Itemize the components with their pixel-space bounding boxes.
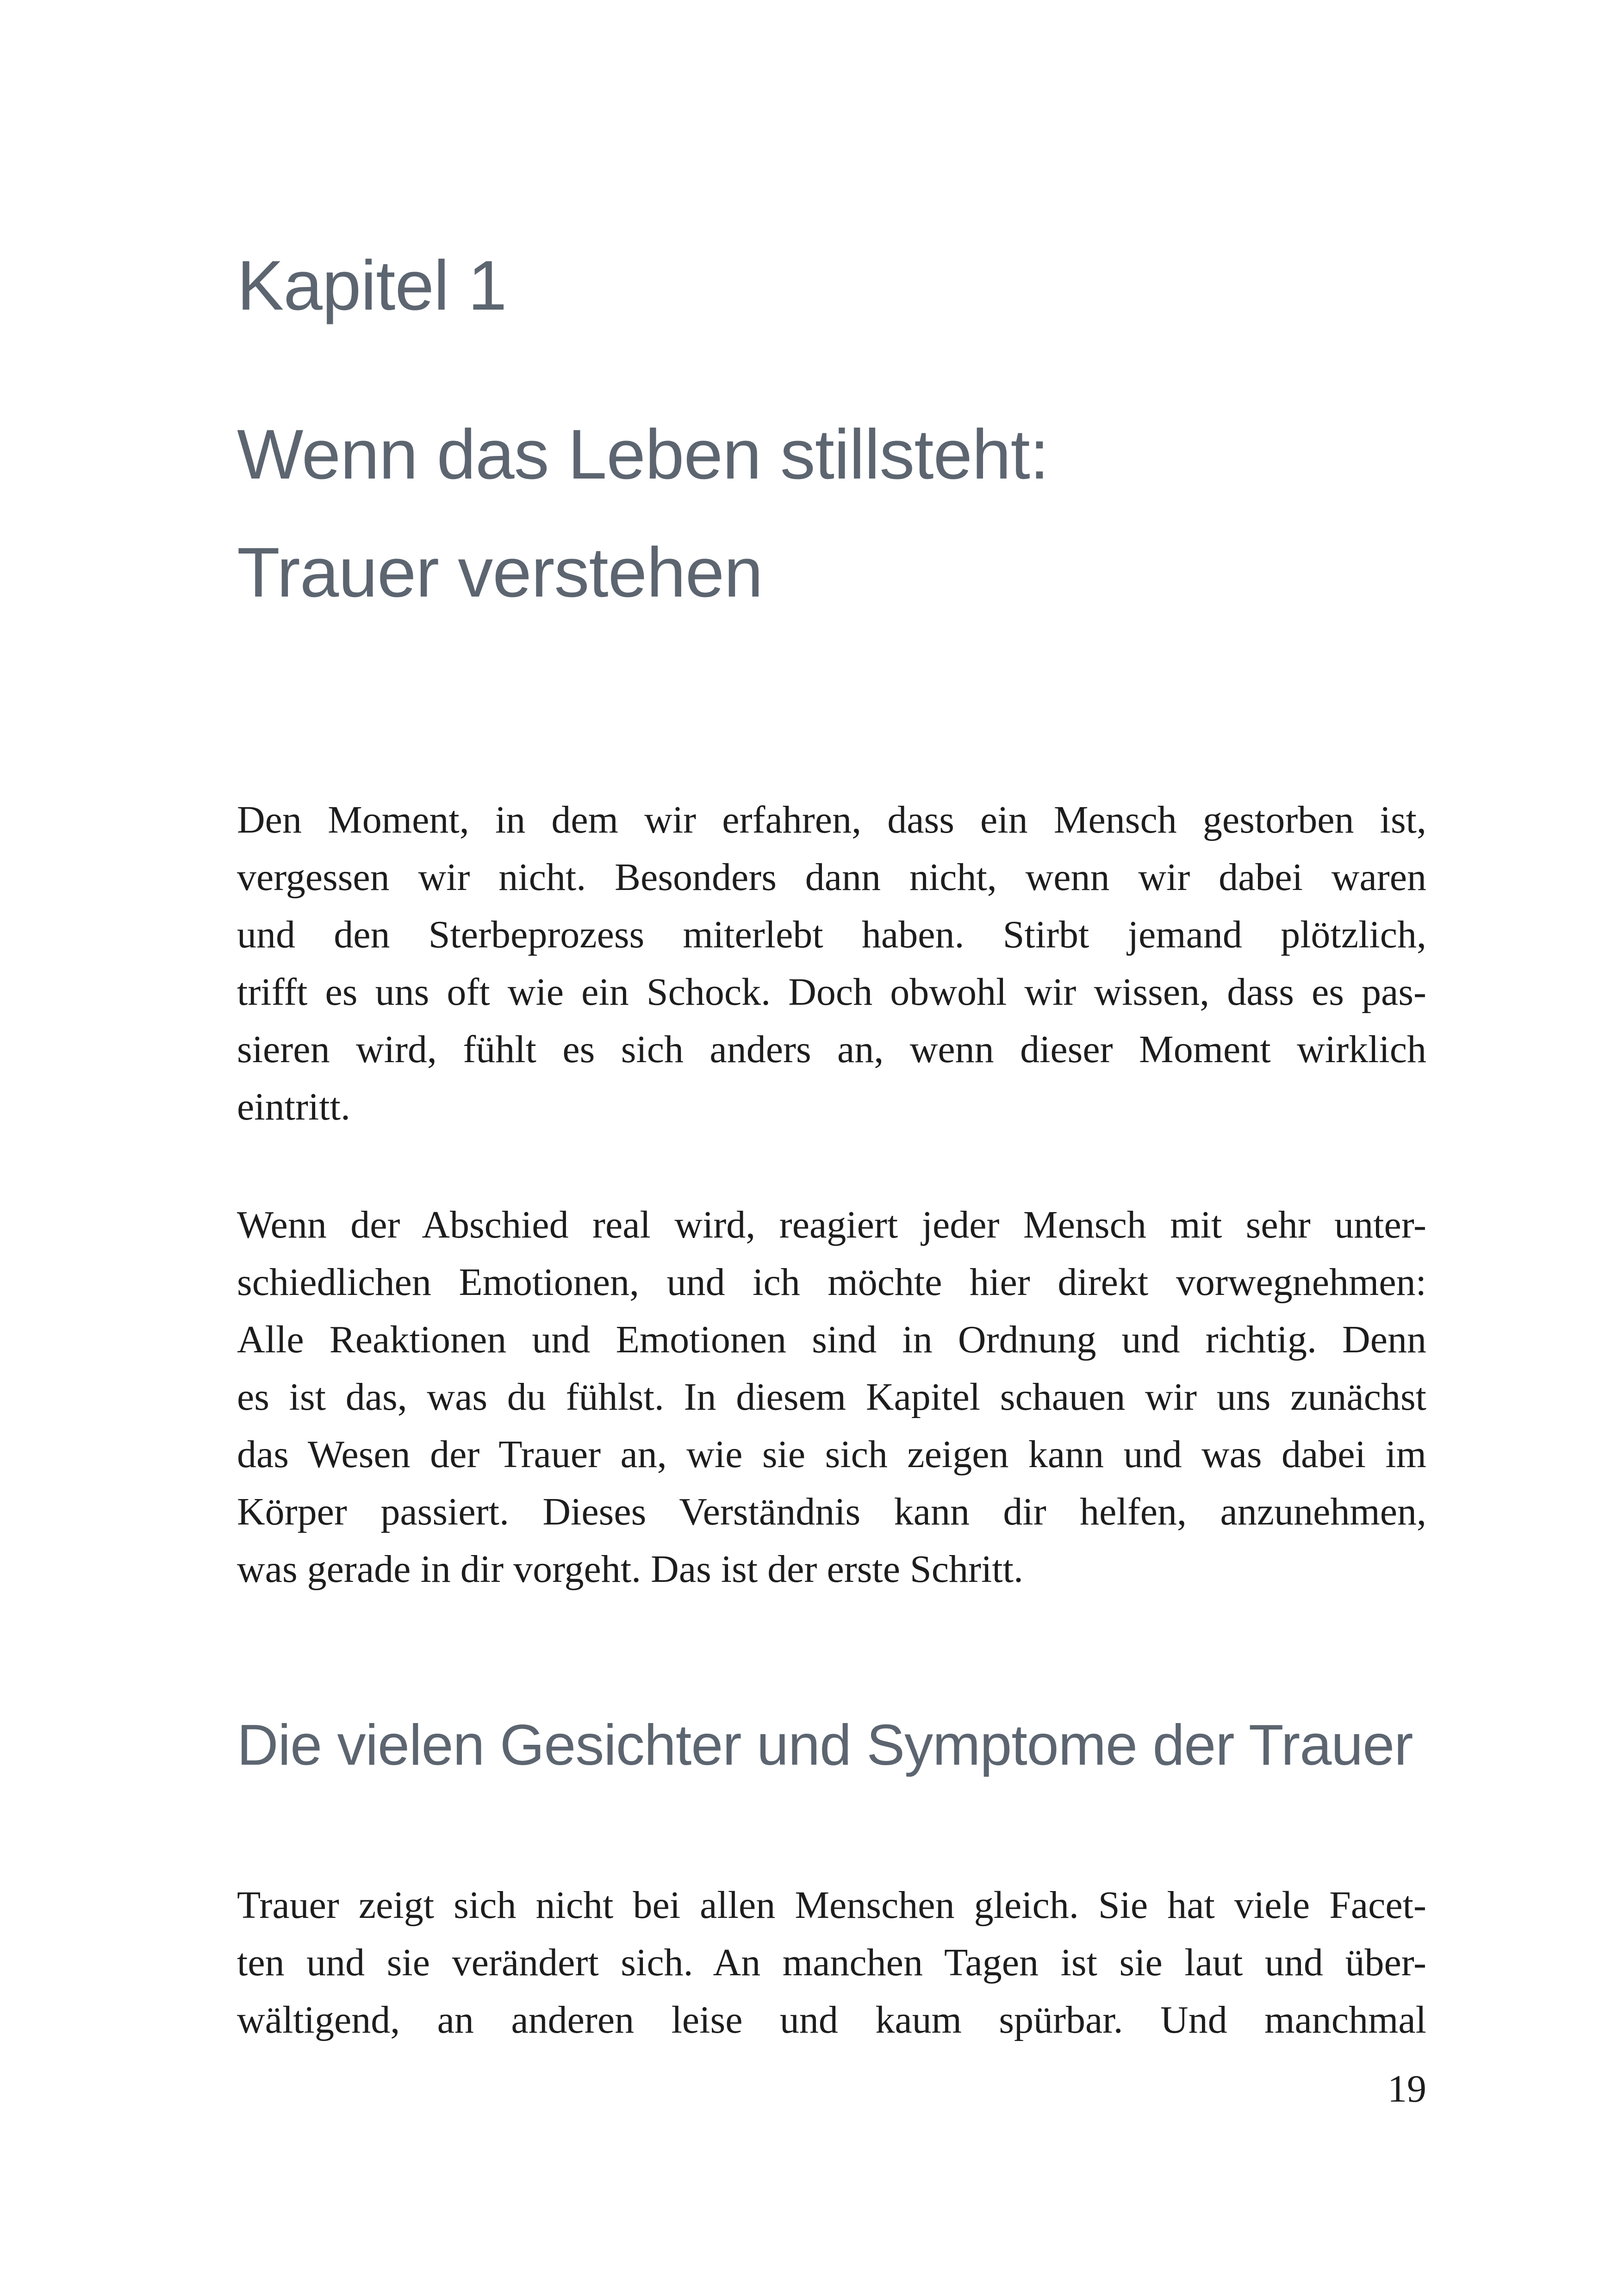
text-line: Körper passiert. Dieses Verständnis kann dir helfen, anzunehmen, bbox=[237, 1490, 1426, 1533]
text-line: Trauer zeigt sich nicht bei allen Menschen gleich. Sie hat viele Facet- bbox=[237, 1884, 1426, 1927]
text-line: was gerade in dir vorgeht. Das ist der erste Schritt. bbox=[237, 1548, 1023, 1591]
page-number: 19 bbox=[1388, 2067, 1426, 2110]
chapter-title-line-2: Trauer verstehen bbox=[237, 533, 763, 612]
text-line: Den Moment, in dem wir erfahren, dass ein Mensch gestorben ist, bbox=[237, 798, 1426, 841]
text-line: trifft es uns oft wie ein Schock. Doch obwohl wir wissen, dass es pas- bbox=[237, 971, 1426, 1014]
text-line: Wenn der Abschied real wird, reagiert jeder Mensch mit sehr unter- bbox=[237, 1203, 1426, 1246]
text-line: Alle Reaktionen und Emotionen sind in Ordnung und richtig. Denn bbox=[237, 1318, 1426, 1361]
text-line: sieren wird, fühlt es sich anders an, wenn dieser Moment wirklich bbox=[237, 1028, 1426, 1071]
chapter-label: Kapitel 1 bbox=[237, 246, 507, 325]
text-line: schiedlichen Emotionen, und ich möchte hier direkt vorwegnehmen: bbox=[237, 1261, 1426, 1304]
text-line: es ist das, was du fühlst. In diesem Kapitel schauen wir uns zunächst bbox=[237, 1375, 1426, 1419]
text-line: ten und sie verändert sich. An manchen Tagen ist sie laut und über- bbox=[237, 1941, 1426, 1984]
text-line: und den Sterbeprozess miterlebt haben. Stirbt jemand plötzlich, bbox=[237, 913, 1426, 956]
paragraph-emotions bbox=[237, 1196, 1426, 1598]
text-line: das Wesen der Trauer an, wie sie sich zeigen kann und was dabei im bbox=[237, 1433, 1426, 1476]
text-line: vergessen wir nicht. Besonders dann nicht, wenn wir dabei waren bbox=[237, 856, 1426, 899]
text-line: wältigend, an anderen leise und kaum spürbar. Und manchmal bbox=[237, 1998, 1426, 2041]
text-line: eintritt. bbox=[237, 1085, 350, 1128]
section-heading: Die vielen Gesichter und Symptome der Trauer bbox=[237, 1713, 1413, 1777]
paragraph-facets bbox=[237, 1877, 1426, 2049]
chapter-title-line-1: Wenn das Leben stillsteht: bbox=[237, 415, 1049, 494]
paragraph-intro bbox=[237, 791, 1426, 1136]
